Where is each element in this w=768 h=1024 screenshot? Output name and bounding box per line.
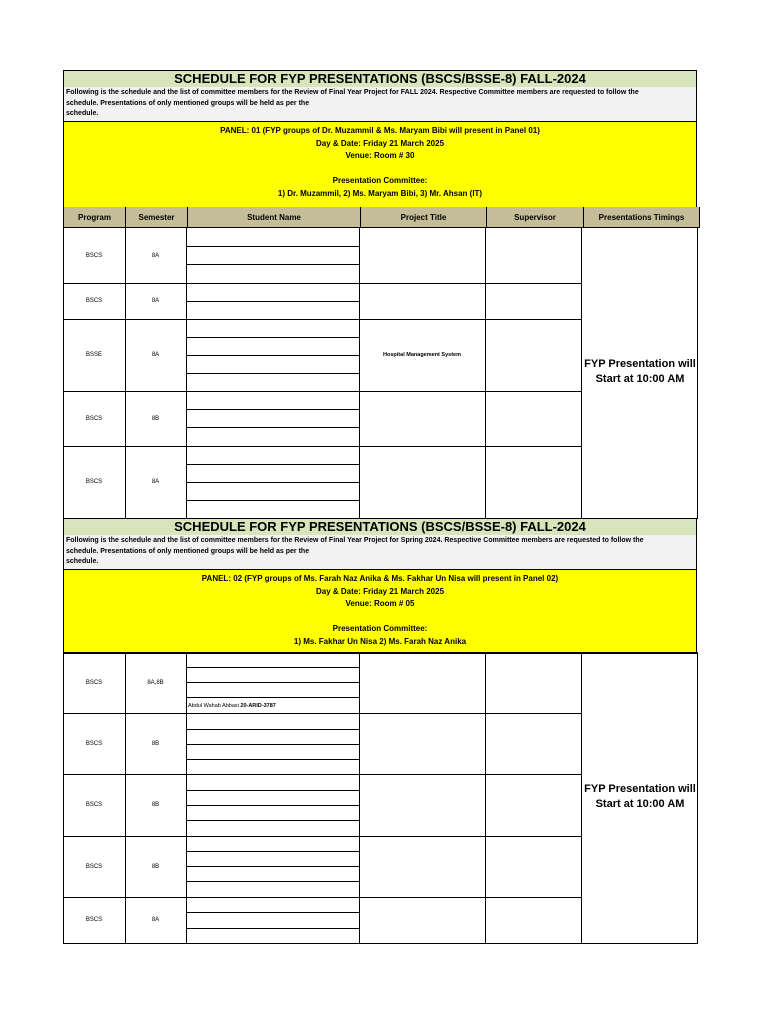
program-cell: BSCS [63,391,126,447]
project-title-cell [359,897,486,944]
program-cell: BSCS [63,228,126,284]
panel-spacer [64,611,696,624]
panel-committee-members: 1) Ms. Fakhar Un Nisa 2) Ms. Farah Naz Anika [293,636,467,646]
program-cell: BSCS [63,713,126,775]
student-name-cell [186,228,360,284]
program-cell: BSCS [63,774,126,837]
student-slot-line [186,820,359,821]
student-slot-line [186,682,359,683]
intro-line: schedule. [66,558,99,565]
supervisor-cell [485,319,582,392]
student-slot-line [186,805,359,806]
panel-heading: PANEL: 02 (FYP groups of Ms. Farah Naz Anika & Ms. Fakhar Un Nisa will present in Panel 02) [201,574,559,583]
timing-note-2: FYP Presentation will Start at 10:00 AM [584,783,696,810]
student-slot-line [186,355,359,356]
student-slot-line [186,264,359,265]
project-title-cell: Hospital Management System [359,319,486,392]
header-program: Program [64,207,126,227]
semester-cell: 8A [125,446,187,519]
panel-committee-members: 1) Dr. Muzammil, 2) Ms. Maryam Bibi, 3) Mr. Ahsan (IT) [277,188,483,198]
intro-line: schedule. Presentations of only mentioned groups will be held as per the [66,547,310,555]
program-cell: BSCS [63,446,126,519]
student-name-entry [188,703,276,709]
student-slot-line [186,500,359,501]
program-cell: BSCS [63,836,126,898]
semester-cell: 8A [125,283,187,320]
panel-venue: Venue: Room # 05 [345,599,415,608]
student-name: Abdul Wahab Abbasi [188,703,239,709]
student-slot-line [186,744,359,745]
header-project-title: Project Title [361,207,487,227]
panel-date: Day & Date: Friday 21 March 2025 [315,138,445,148]
semester-cell: 8B [125,774,187,837]
semester-cell: 8B [125,391,187,447]
panel-date: Day & Date: Friday 21 March 2025 [315,586,445,596]
student-slot-line [186,246,359,247]
program-cell: BSCS [63,652,126,714]
project-title-cell [359,446,486,519]
header-student-name: Student Name [188,207,361,227]
semester-cell: 8A [125,228,187,284]
student-slot-line [186,337,359,338]
panel-committee-label: Presentation Committee: [332,624,428,633]
student-slot-line [186,881,359,882]
intro-line: Following is the schedule and the list of committee members for the Review of Final Year Project for Spring 2024. Respective Committee members are requested to follow the [66,537,644,544]
student-slot-line [186,482,359,483]
supervisor-cell [485,774,582,837]
supervisor-cell [485,283,582,320]
project-title-cell [359,283,486,320]
student-name-cell [186,391,360,447]
header-supervisor: Supervisor [487,207,584,227]
student-slot-line [186,373,359,374]
student-slot-line [186,851,359,852]
student-slot-line [186,427,359,428]
student-name-cell [186,897,360,944]
panel-info-1 [63,122,697,210]
project-title-cell [359,228,486,284]
header-timings: Presentations Timings [598,212,685,222]
student-slot-line [186,928,359,929]
supervisor-cell [485,391,582,447]
project-title-cell [359,652,486,714]
semester-cell: 8B [125,836,187,898]
project-title-cell [359,713,486,775]
student-slot-line [186,301,359,302]
panel-spacer [64,163,696,176]
project-title-cell [359,391,486,447]
semester-cell: 8A [125,897,187,944]
panel-heading: PANEL: 01 (FYP groups of Dr. Muzammil & Ms. Maryam Bibi will present in Panel 01) [220,126,540,135]
student-registration: 20-ARID-3787 [240,703,276,709]
project-title-cell [359,836,486,898]
program-cell: BSCS [63,283,126,320]
project-title-cell [359,774,486,837]
timing-note-1: FYP Presentation will Start at 10:00 AM [584,358,696,385]
table-header-1 [63,207,700,228]
student-slot-line [186,464,359,465]
student-name-cell [186,836,360,898]
student-slot-line [186,759,359,760]
student-slot-line [186,697,359,698]
student-slot-line [186,912,359,913]
intro-text-1 [63,87,697,122]
student-slot-line [186,729,359,730]
student-slot-line [186,409,359,410]
semester-cell: 8A,8B [125,652,187,714]
header-semester: Semester [126,207,188,227]
supervisor-cell [485,228,582,284]
supervisor-cell [485,446,582,519]
supervisor-cell [485,836,582,898]
panel-venue: Venue: Room # 30 [345,151,415,160]
schedule-title-2: SCHEDULE FOR FYP PRESENTATIONS (BSCS/BSSE-8) FALL-2024 [63,518,697,536]
student-slot-line [186,866,359,867]
program-cell: BSCS [63,897,126,944]
intro-line: Following is the schedule and the list of committee members for the Review of Final Year Project for FALL 2024. Respective Committee members are requested to follow the [66,89,639,96]
supervisor-cell [485,652,582,714]
panel-committee-label: Presentation Committee: [332,176,428,185]
intro-text-2 [63,535,697,570]
student-slot-line [186,667,359,668]
intro-line: schedule. Presentations of only mentioned groups will be held as per the [66,99,310,107]
semester-cell: 8B [125,713,187,775]
schedule-title-1: SCHEDULE FOR FYP PRESENTATIONS (BSCS/BSSE-8) FALL-2024 [63,70,697,88]
semester-cell: 8A [125,319,187,392]
supervisor-cell [485,713,582,775]
student-slot-line [186,790,359,791]
panel-info-2 [63,570,697,654]
intro-line: schedule. [66,110,99,117]
supervisor-cell [485,897,582,944]
program-cell: BSSE [63,319,126,392]
